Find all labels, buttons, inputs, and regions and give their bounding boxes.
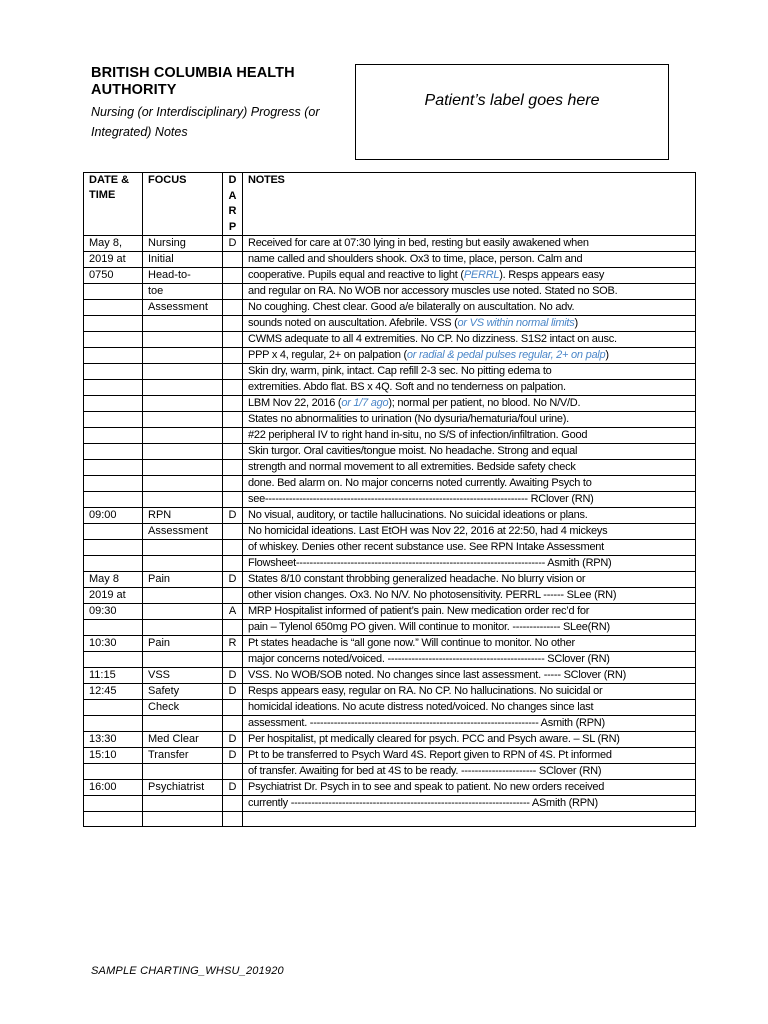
document-footer: SAMPLE CHARTING_WHSU_201920 — [91, 965, 284, 977]
focus-cell — [143, 380, 223, 396]
date-time-cell: 12:45 — [84, 684, 143, 700]
focus-cell: RPN — [143, 508, 223, 524]
note-cell: extremities. Abdo flat. BS x 4Q. Soft and no tenderness on palpation. — [243, 380, 696, 396]
date-time-cell — [84, 700, 143, 716]
darp-cell: A — [223, 604, 243, 620]
focus-cell: toe — [143, 284, 223, 300]
focus-cell — [143, 364, 223, 380]
focus-cell: Head-to- — [143, 268, 223, 284]
note-cell — [243, 268, 696, 284]
date-time-cell — [84, 716, 143, 732]
table-row — [84, 332, 696, 348]
note-cell: other vision changes. Ox3. No N/V. No photosensitivity. PERRL ------ SLee (RN) — [243, 588, 696, 604]
note-cell: strength and normal movement to all extremities. Bedside safety check — [243, 460, 696, 476]
table-row — [84, 700, 696, 716]
darp-cell: D — [223, 748, 243, 764]
focus-cell — [143, 716, 223, 732]
table-row — [84, 252, 696, 268]
date-time-cell: 15:10 — [84, 748, 143, 764]
document-header — [91, 65, 353, 142]
darp-cell — [223, 300, 243, 316]
note-cell — [243, 812, 696, 827]
darp-cell — [223, 492, 243, 508]
date-time-cell: 13:30 — [84, 732, 143, 748]
note-cell: Skin dry, warm, pink, intact. Cap refill 2-3 sec. No pitting edema to — [243, 364, 696, 380]
date-time-cell: 11:15 — [84, 668, 143, 684]
table-row — [84, 508, 696, 524]
note-cell: CWMS adequate to all 4 extremities. No CP. No dizziness. S1S2 intact on ausc. — [243, 332, 696, 348]
focus-cell: Pain — [143, 636, 223, 652]
darp-cell — [223, 812, 243, 827]
note-text: cooperative. Pupils equal and reactive to light ( — [248, 269, 464, 281]
form-title-line-2: Integrated) Notes — [91, 125, 188, 139]
darp-cell — [223, 268, 243, 284]
column-header-focus: FOCUS — [143, 173, 223, 236]
date-time-cell: 2019 at — [84, 588, 143, 604]
column-header-date-line-2: TIME — [89, 189, 116, 201]
focus-cell: Med Clear — [143, 732, 223, 748]
note-cell — [243, 348, 696, 364]
darp-cell — [223, 620, 243, 636]
table-row — [84, 556, 696, 572]
date-time-cell — [84, 556, 143, 572]
darp-cell: D — [223, 732, 243, 748]
note-cell: Psychiatrist Dr. Psych in to see and speak to patient. No new orders received — [243, 780, 696, 796]
darp-cell: D — [223, 236, 243, 252]
table-row — [84, 300, 696, 316]
note-text: PPP x 4, regular, 2+ on palpation ( — [248, 349, 407, 361]
organization-name — [91, 65, 353, 99]
table-row — [84, 492, 696, 508]
date-time-cell: 2019 at — [84, 252, 143, 268]
table-row — [84, 732, 696, 748]
form-title-line-1: Nursing (or Interdisciplinary) Progress (or — [91, 105, 320, 119]
focus-cell — [143, 444, 223, 460]
darp-letter-r: R — [228, 205, 237, 217]
table-row — [84, 620, 696, 636]
darp-cell — [223, 332, 243, 348]
focus-cell — [143, 620, 223, 636]
focus-cell — [143, 604, 223, 620]
note-cell: pain – Tylenol 650mg PO given. Will continue to monitor. -------------- SLee(RN) — [243, 620, 696, 636]
darp-cell: D — [223, 572, 243, 588]
darp-cell — [223, 700, 243, 716]
date-time-cell — [84, 300, 143, 316]
note-cell: VSS. No WOB/SOB noted. No changes since last assessment. ----- SClover (RN) — [243, 668, 696, 684]
darp-cell — [223, 540, 243, 556]
focus-cell: Psychiatrist — [143, 780, 223, 796]
darp-cell — [223, 428, 243, 444]
patient-label-box — [355, 64, 669, 160]
table-row — [84, 284, 696, 300]
darp-letter-p: P — [228, 220, 237, 233]
focus-cell — [143, 492, 223, 508]
date-time-cell: 09:00 — [84, 508, 143, 524]
date-time-cell — [84, 620, 143, 636]
column-header-date-time — [84, 173, 143, 236]
darp-cell — [223, 364, 243, 380]
focus-cell — [143, 540, 223, 556]
darp-cell — [223, 476, 243, 492]
darp-cell — [223, 652, 243, 668]
darp-cell — [223, 316, 243, 332]
darp-cell — [223, 460, 243, 476]
date-time-cell: 09:30 — [84, 604, 143, 620]
note-cell: Flowsheet------------------------------------------------------------------------- Asmith (RPN) — [243, 556, 696, 572]
focus-cell — [143, 412, 223, 428]
date-time-cell — [84, 764, 143, 780]
table-row — [84, 380, 696, 396]
column-header-notes: NOTES — [243, 173, 696, 236]
note-cell: States no abnormalities to urination (No dysuria/hematuria/foul urine). — [243, 412, 696, 428]
note-cell: No visual, auditory, or tactile hallucinations. No suicidal ideations or plans. — [243, 508, 696, 524]
note-cell: see----------------------------------------------------------------------------- RClover (RN) — [243, 492, 696, 508]
date-time-cell: 0750 — [84, 268, 143, 284]
note-cell: major concerns noted/voiced. ---------------------------------------------- SClover (RN) — [243, 652, 696, 668]
date-time-cell: 16:00 — [84, 780, 143, 796]
table-row — [84, 460, 696, 476]
table-row — [84, 524, 696, 540]
note-alternative-text: or 1/7 ago — [341, 397, 389, 409]
date-time-cell — [84, 332, 143, 348]
focus-cell — [143, 588, 223, 604]
note-cell: States 8/10 constant throbbing generalized headache. No blurry vision or — [243, 572, 696, 588]
table-row — [84, 764, 696, 780]
note-cell — [243, 316, 696, 332]
note-text: LBM Nov 22, 2016 ( — [248, 397, 342, 409]
note-text: ) — [574, 317, 578, 329]
focus-cell — [143, 316, 223, 332]
progress-notes-body — [84, 173, 696, 827]
focus-cell: VSS — [143, 668, 223, 684]
organization-name-line-2: AUTHORITY — [91, 82, 177, 98]
date-time-cell — [84, 316, 143, 332]
darp-cell — [223, 396, 243, 412]
date-time-cell — [84, 492, 143, 508]
note-cell: Pt to be transferred to Psych Ward 4S. Report given to RPN of 4S. Pt informed — [243, 748, 696, 764]
note-cell: Resps appears easy, regular on RA. No CP. No hallucinations. No suicidal or — [243, 684, 696, 700]
focus-cell — [143, 396, 223, 412]
focus-cell: Safety — [143, 684, 223, 700]
focus-cell: Initial — [143, 252, 223, 268]
date-time-cell — [84, 524, 143, 540]
focus-cell: Transfer — [143, 748, 223, 764]
date-time-cell — [84, 412, 143, 428]
table-row — [84, 684, 696, 700]
table-row — [84, 748, 696, 764]
note-cell — [243, 396, 696, 412]
focus-cell — [143, 332, 223, 348]
darp-cell — [223, 348, 243, 364]
note-cell: done. Bed alarm on. No major concerns noted currently. Awaiting Psych to — [243, 476, 696, 492]
table-row — [84, 316, 696, 332]
table-row — [84, 604, 696, 620]
table-row — [84, 268, 696, 284]
darp-cell — [223, 524, 243, 540]
table-row — [84, 476, 696, 492]
focus-cell: Nursing — [143, 236, 223, 252]
note-alternative-text: or radial & pedal pulses regular, 2+ on palp — [406, 349, 606, 361]
date-time-cell — [84, 796, 143, 812]
table-row — [84, 636, 696, 652]
table-row — [84, 428, 696, 444]
table-row — [84, 444, 696, 460]
darp-cell — [223, 444, 243, 460]
note-cell: MRP Hospitalist informed of patient’s pain. New medication order rec’d for — [243, 604, 696, 620]
focus-cell: Assessment — [143, 300, 223, 316]
darp-letter-a: A — [228, 189, 237, 202]
date-time-cell — [84, 476, 143, 492]
darp-cell — [223, 796, 243, 812]
date-time-cell — [84, 364, 143, 380]
darp-cell — [223, 588, 243, 604]
progress-notes-table — [83, 172, 696, 827]
note-text: ); normal per patient, no blood. No N/V/D. — [388, 397, 581, 409]
table-row — [84, 348, 696, 364]
note-cell: of transfer. Awaiting for bed at 4S to be ready. ---------------------- SClover (RN) — [243, 764, 696, 780]
column-header-date-line-1: DATE & — [89, 174, 130, 186]
note-cell: No coughing. Chest clear. Good a/e bilaterally on auscultation. No adv. — [243, 300, 696, 316]
table-row — [84, 588, 696, 604]
note-text: ). Resps appears easy — [499, 269, 605, 281]
focus-cell: Check — [143, 700, 223, 716]
date-time-cell — [84, 380, 143, 396]
note-cell: homicidal ideations. No acute distress noted/voiced. No changes since last — [243, 700, 696, 716]
note-cell: name called and shoulders shook. Ox3 to time, place, person. Calm and — [243, 252, 696, 268]
note-alternative-text: or VS within normal limits — [457, 317, 575, 329]
table-row — [84, 716, 696, 732]
darp-cell — [223, 380, 243, 396]
date-time-cell — [84, 444, 143, 460]
date-time-cell — [84, 428, 143, 444]
darp-cell — [223, 284, 243, 300]
table-row — [84, 396, 696, 412]
darp-cell: D — [223, 668, 243, 684]
table-row — [84, 812, 696, 827]
date-time-cell — [84, 812, 143, 827]
date-time-cell — [84, 540, 143, 556]
table-row — [84, 796, 696, 812]
column-header-darp — [223, 173, 243, 236]
note-cell: of whiskey. Denies other recent substance use. See RPN Intake Assessment — [243, 540, 696, 556]
note-cell: #22 peripheral IV to right hand in-situ, no S/S of infection/infiltration. Good — [243, 428, 696, 444]
date-time-cell — [84, 348, 143, 364]
focus-cell — [143, 652, 223, 668]
focus-cell — [143, 460, 223, 476]
focus-cell — [143, 476, 223, 492]
date-time-cell: May 8, — [84, 236, 143, 252]
note-alternative-text: PERRL — [463, 269, 500, 281]
form-title — [91, 102, 353, 142]
note-cell: and regular on RA. No WOB nor accessory muscles use noted. Stated no SOB. — [243, 284, 696, 300]
darp-cell: D — [223, 508, 243, 524]
darp-cell: D — [223, 684, 243, 700]
patient-label-text: Patient’s label goes here — [424, 92, 600, 109]
note-cell: assessment. ------------------------------------------------------------------- Asmith (RPN) — [243, 716, 696, 732]
table-row — [84, 652, 696, 668]
note-cell: No homicidal ideations. Last EtOH was Nov 22, 2016 at 22:50, had 4 mickeys — [243, 524, 696, 540]
note-cell: Skin turgor. Oral cavities/tongue moist. No headache. Strong and equal — [243, 444, 696, 460]
darp-cell — [223, 252, 243, 268]
focus-cell: Pain — [143, 572, 223, 588]
note-cell: Pt states headache is “all gone now.” Will continue to monitor. No other — [243, 636, 696, 652]
darp-cell: R — [223, 636, 243, 652]
darp-letter-d: D — [228, 174, 237, 186]
focus-cell — [143, 556, 223, 572]
focus-cell — [143, 796, 223, 812]
note-text: sounds noted on auscultation. Afebrile. VSS ( — [248, 317, 458, 329]
focus-cell — [143, 764, 223, 780]
note-cell: currently ---------------------------------------------------------------------- ASmith (RPN) — [243, 796, 696, 812]
date-time-cell — [84, 652, 143, 668]
darp-cell — [223, 764, 243, 780]
darp-cell — [223, 412, 243, 428]
focus-cell — [143, 812, 223, 827]
date-time-cell: 10:30 — [84, 636, 143, 652]
note-text: ) — [605, 349, 609, 361]
table-header-row — [84, 173, 696, 236]
organization-name-line-1: BRITISH COLUMBIA HEALTH — [91, 65, 295, 81]
darp-cell: D — [223, 780, 243, 796]
date-time-cell — [84, 460, 143, 476]
table-row — [84, 668, 696, 684]
darp-cell — [223, 716, 243, 732]
table-row — [84, 364, 696, 380]
table-row — [84, 236, 696, 252]
note-cell: Per hospitalist, pt medically cleared for psych. PCC and Psych aware. – SL (RN) — [243, 732, 696, 748]
focus-cell — [143, 348, 223, 364]
table-row — [84, 780, 696, 796]
darp-cell — [223, 556, 243, 572]
focus-cell — [143, 428, 223, 444]
date-time-cell — [84, 284, 143, 300]
date-time-cell: May 8 — [84, 572, 143, 588]
date-time-cell — [84, 396, 143, 412]
table-row — [84, 412, 696, 428]
table-row — [84, 572, 696, 588]
note-cell: Received for care at 07:30 lying in bed, resting but easily awakened when — [243, 236, 696, 252]
focus-cell: Assessment — [143, 524, 223, 540]
table-row — [84, 540, 696, 556]
